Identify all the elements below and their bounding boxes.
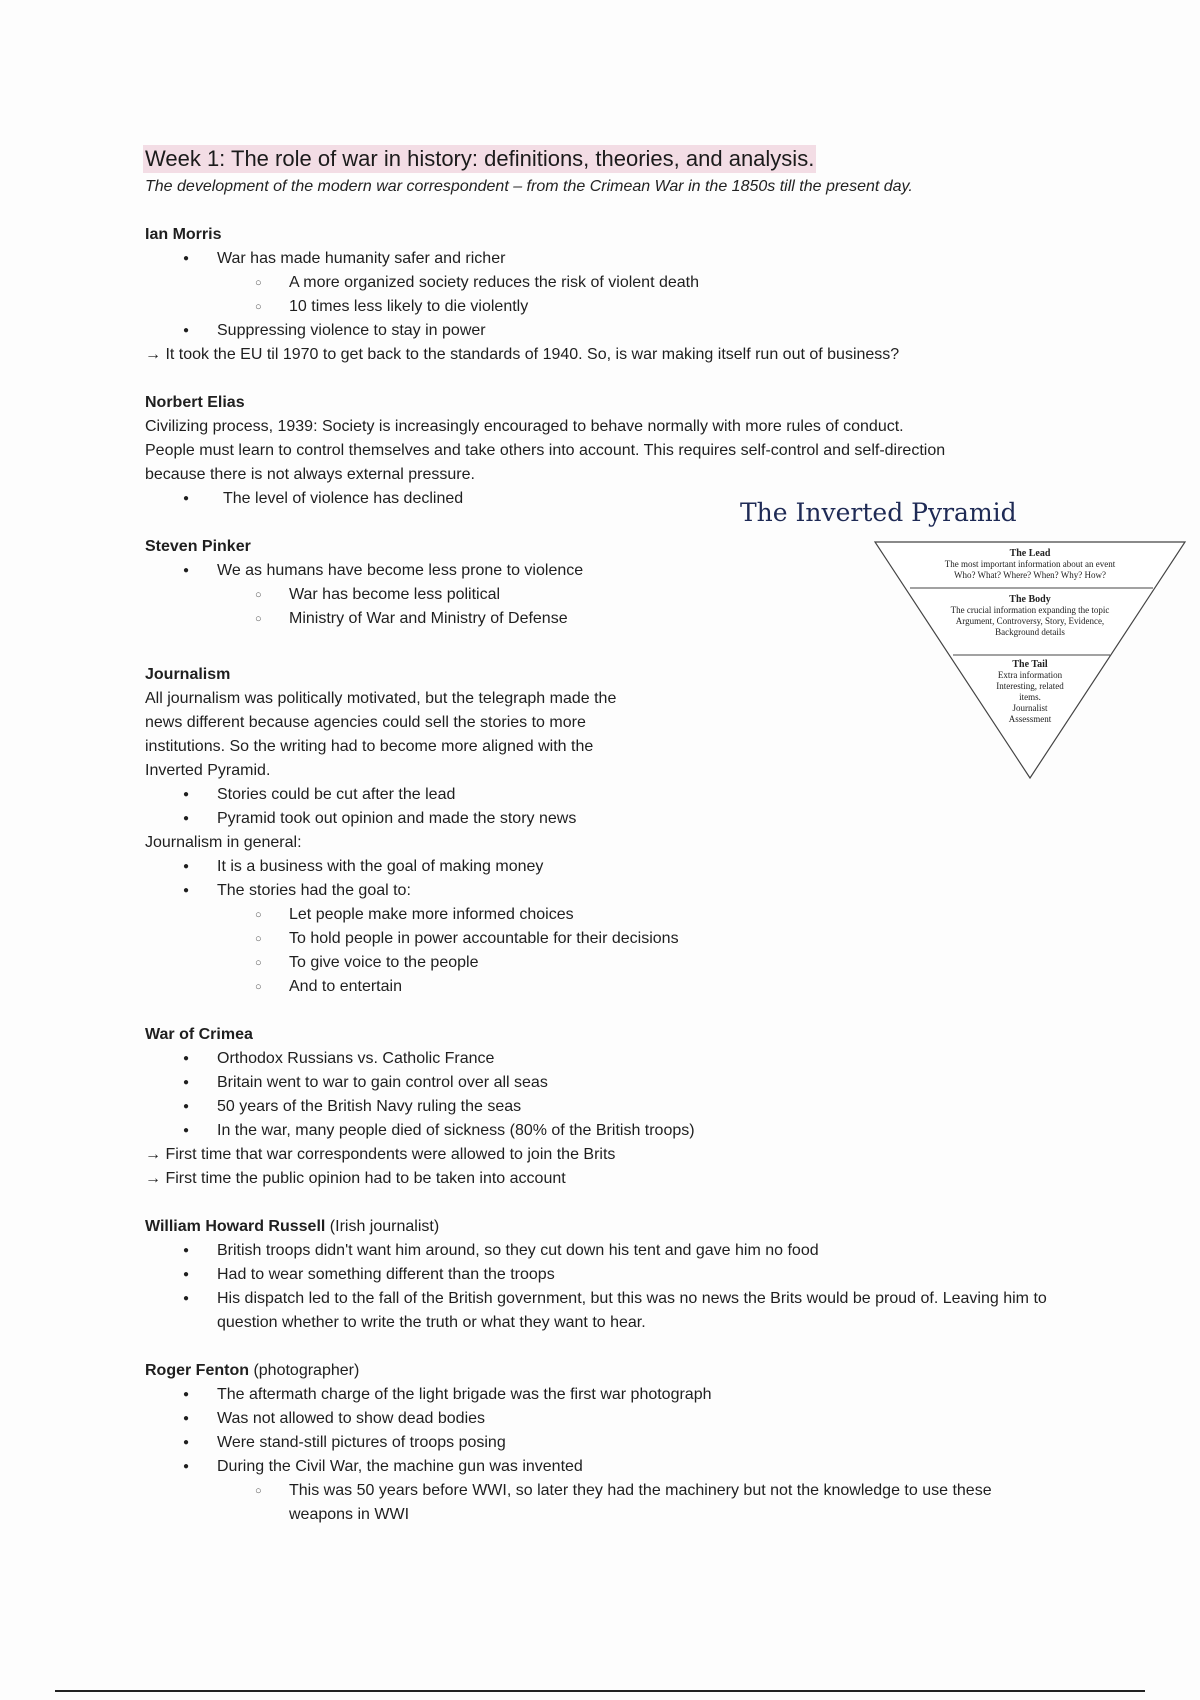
pyramid-tail-line: Assessment [1008, 714, 1052, 724]
pyramid-tail-line: Extra information [997, 670, 1063, 680]
pyramid-body-line: Argument, Controversy, Story, Evidence, [955, 616, 1105, 626]
paragraph-line: institutions. So the writing had to become more aligned with the [145, 738, 594, 755]
list-item: ● War has made humanity safer and richer [145, 247, 1145, 271]
list-item: ● Stories could be cut after the lead [145, 783, 1145, 807]
heading-name: Roger Fenton [145, 1362, 249, 1379]
journalism-paragraph [145, 687, 685, 783]
section-heading-russell [145, 1215, 1145, 1239]
list-item: ● His dispatch led to the fall of the British government, but this was no news the Brits would be proud of. Leaving him to question whether to write the truth or what they want to hear. [145, 1287, 1145, 1335]
pyramid-body-title: The Body [1009, 594, 1051, 605]
section-heading-journalism: Journalism [145, 666, 231, 683]
arrow-note: → First time that war correspondents were allowed to join the Brits [145, 1146, 616, 1163]
paragraph-line: Civilizing process, 1939: Society is increasingly encouraged to behave normally with more rules of conduct. [145, 418, 904, 435]
list-item: ● Had to wear something different than the troops [145, 1263, 1145, 1287]
pyramid-title: The Inverted Pyramid [740, 498, 1017, 527]
section-heading-morris: Ian Morris [145, 226, 222, 243]
section-heading-pinker: Steven Pinker [145, 538, 251, 555]
pyramid-lead-title: The Lead [1009, 548, 1051, 559]
paragraph-line: Inverted Pyramid. [145, 762, 271, 779]
list-item: ○ A more organized society reduces the risk of violent death [145, 271, 1145, 295]
list-item: ● We as humans have become less prone to violence [145, 559, 1145, 583]
list-item: ● Were stand-still pictures of troops posing [145, 1431, 1145, 1455]
list-item: ● It is a business with the goal of making money [145, 855, 1145, 879]
pyramid-tail-text [980, 659, 1080, 725]
pyramid-tail-title: The Tail [1012, 659, 1048, 670]
list-item: ○ War has become less political [145, 583, 1145, 607]
list-item: ● Pyramid took out opinion and made the story news [145, 807, 1145, 831]
list-item: ○ And to entertain [145, 975, 1145, 999]
pyramid-lead-text [900, 548, 1160, 581]
list-item: ○ Let people make more informed choices [145, 903, 1145, 927]
heading-name: William Howard Russell [145, 1218, 326, 1235]
document-page [145, 145, 1145, 1527]
list-item: ● In the war, many people died of sickness (80% of the British troops) [145, 1119, 1145, 1143]
heading-note: (Irish journalist) [325, 1218, 440, 1235]
bottom-divider [55, 1690, 1145, 1692]
arrow-note: → It took the EU til 1970 to get back to the standards of 1940. So, is war making itself run out of business? [145, 346, 900, 363]
section-heading-elias: Norbert Elias [145, 394, 245, 411]
paragraph-line: All journalism was politically motivated, but the telegraph made the [145, 690, 617, 707]
paragraph-line: People must learn to control themselves and take others into account. This requires self-control and self-direction [145, 442, 946, 459]
list-item: ● The aftermath charge of the light brigade was the first war photograph [145, 1383, 1145, 1407]
heading-note: (photographer) [249, 1362, 360, 1379]
list-item: ● Was not allowed to show dead bodies [145, 1407, 1145, 1431]
section-heading-crimea: War of Crimea [145, 1026, 253, 1043]
arrow-note: → First time the public opinion had to be taken into account [145, 1170, 566, 1187]
list-item: ● Britain went to war to gain control over all seas [145, 1071, 1145, 1095]
list-item: ● The level of violence has declined [145, 487, 1145, 511]
list-item: ● During the Civil War, the machine gun was invented [145, 1455, 1145, 1479]
list-item: ● The stories had the goal to: [145, 879, 1145, 903]
pyramid-body-line: The crucial information expanding the topic [950, 605, 1110, 615]
pyramid-body-line: Background details [995, 627, 1065, 637]
list-item: ● 50 years of the British Navy ruling the seas [145, 1095, 1145, 1119]
pyramid-body-text [935, 594, 1125, 638]
inverted-pyramid-figure [740, 498, 1200, 788]
pyramid-tail-line: items. [1019, 692, 1041, 702]
pyramid-lead-line: The most important information about an event [944, 559, 1116, 569]
list-item: ● British troops didn't want him around, so they cut down his tent and gave him no food [145, 1239, 1145, 1263]
list-item: ○ Ministry of War and Ministry of Defense [145, 607, 1145, 631]
pyramid-tail-line: Journalist [1012, 703, 1048, 713]
list-item: ● Orthodox Russians vs. Catholic France [145, 1047, 1145, 1071]
page-title: Week 1: The role of war in history: definitions, theories, and analysis. [145, 146, 815, 171]
list-item: ○ This was 50 years before WWI, so later they had the machinery but not the knowledge to use these weapons in WWI [145, 1479, 1145, 1527]
section-heading-fenton [145, 1359, 1145, 1383]
pyramid-lead-line: Who? What? Where? When? Why? How? [953, 570, 1106, 580]
list-item: ○ To hold people in power accountable for their decisions [145, 927, 1145, 951]
paragraph-line: Journalism in general: [145, 834, 302, 851]
list-item: ● Suppressing violence to stay in power [145, 319, 1145, 343]
list-item: ○ To give voice to the people [145, 951, 1145, 975]
paragraph-line: news different because agencies could sell the stories to more [145, 714, 586, 731]
page-subtitle: The development of the modern war correspondent – from the Crimean War in the 1850s till the present day. [145, 178, 913, 195]
list-item: ○ 10 times less likely to die violently [145, 295, 1145, 319]
pyramid-tail-line: Interesting, related [996, 681, 1064, 691]
paragraph-line: because there is not always external pressure. [145, 466, 475, 483]
